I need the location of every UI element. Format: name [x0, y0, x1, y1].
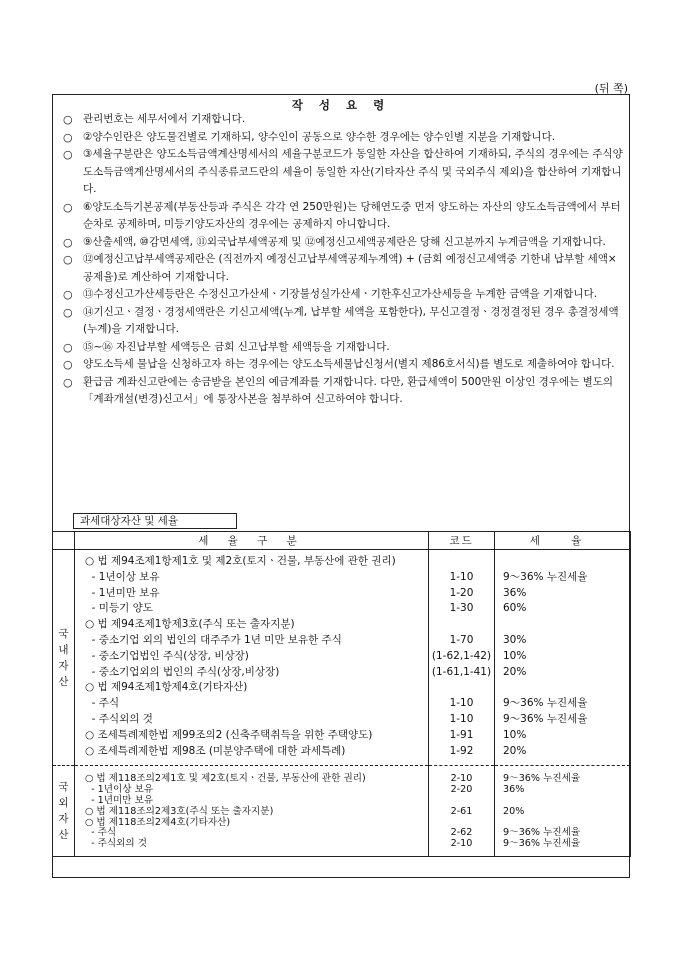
- domestic-row-desc: - 1년이상 보유: [85, 570, 160, 583]
- guide-item: [57, 339, 623, 357]
- guide-item-text: ③세율구분란은 양도소득금액계산명세서의 세율구분코드가 동일한 자산을 합산하여 기재하되, 주식의 경우에는 주식양도소득금액계산명세서의 주식종류코드란의 세율이 동일한 자산(기타자산 주식 및 국외주식 제외)을 합산하여 기재합니다.: [83, 148, 623, 195]
- domestic-row-desc: - 중소기업외의 법인의 주식(상장,비상장): [85, 665, 280, 678]
- domestic-row-desc: - 1년미만 보유: [85, 586, 160, 599]
- guide-item-text: 환급금 계좌신고란에는 송금받을 본인의 예금계좌를 기재합니다. 다만, 환급세액이 500만원 이상인 경우에는 별도의 「계좌개설(변경)신고서」에 통장사본을 첨부하여 신고하여야 합니다.: [83, 375, 614, 405]
- foreign-row-desc: - 1년미만 보유: [85, 794, 154, 806]
- domestic-section: [53, 550, 631, 766]
- domestic-row-desc: - 중소기업 외의 법인의 대주주가 1년 미만 보유한 주식: [85, 633, 342, 646]
- foreign-label-char: 국: [58, 781, 69, 794]
- domestic-row-code: 1-30: [449, 602, 474, 615]
- form-sheet: [52, 94, 630, 878]
- guide-item-text: ⑥양도소득기본공제(부동산등과 주식은 각각 연 250만원)는 당해연도중 먼저 양도하는 자산의 양도소득금액에서 부터 순차로 공제하며, 미등기양도자산의 경우에는 공제하지 아니합니다.: [83, 200, 621, 230]
- foreign-row-code: 2-10: [450, 773, 473, 785]
- foreign-label-char: 산: [58, 829, 69, 842]
- guide-item-text: ⑮~⑯ 자진납부할 세액등은 금회 신고납부할 세액등을 기재합니다.: [83, 340, 390, 353]
- domestic-row-rate: 10%: [503, 728, 527, 741]
- guide-item-text: ⑨산출세액, ⑩감면세액, ⑪외국납부세액공제 및 ⑫예정신고세액공제란은 당해 신고분까지 누계금액을 기재합니다.: [83, 235, 606, 248]
- domestic-row-rate: [495, 554, 630, 570]
- guide-item: [57, 129, 623, 147]
- domestic-row-desc: - 미등기 양도: [85, 602, 153, 615]
- domestic-row-code: 1-20: [449, 586, 474, 599]
- foreign-row-desc: - 1년이상 보유: [85, 784, 154, 796]
- domestic-row-rate: 20%: [503, 744, 527, 757]
- domestic-row-desc: - 중소기업법인 주식(상장, 비상장): [85, 649, 249, 662]
- back-page-label: (뒤 쪽): [594, 82, 628, 95]
- domestic-row-rate: 30%: [503, 633, 527, 646]
- foreign-row-rate: 9～36% 누진세율: [503, 827, 581, 839]
- bullet-icon: ○: [63, 200, 73, 214]
- bullet-icon: ○: [63, 375, 73, 389]
- domestic-code-col: [429, 550, 495, 766]
- foreign-row-desc: ○ 법 제118조의2제3호(주식 또는 출자지분): [85, 805, 274, 817]
- foreign-row-code: 2-61: [450, 805, 473, 817]
- guide-item: [57, 286, 623, 304]
- guide-item: [57, 146, 623, 199]
- header-rate: 세 율: [495, 532, 631, 550]
- bullet-icon: ○: [63, 235, 73, 249]
- domestic-row-desc: ○ 법 제94조제1항제1호 및 제2호(토지ㆍ건물, 부동산에 관한 권리): [85, 555, 396, 567]
- domestic-label-char: 국: [58, 627, 69, 640]
- foreign-row-desc: - 주식외의 것: [85, 838, 147, 850]
- foreign-row-code: 2-62: [450, 827, 473, 839]
- domestic-row-desc: ○ 조세특례제한법 제98조 (미분양주택에 대한 과세특례): [85, 744, 346, 757]
- foreign-row-desc: ○ 법 제118조의2제4호(기타자산): [85, 816, 231, 828]
- domestic-rate-col: [495, 550, 631, 766]
- domestic-row-rate: 9～36% 누진세율: [503, 570, 588, 583]
- guide-item-text: ⑭기신고ㆍ결정ㆍ경정세액란은 기신고세액(누계, 납부할 세액을 포함한다), 무신고결정ㆍ경정결정된 경우 총결정세액(누계)을 기재합니다.: [83, 305, 619, 335]
- domestic-desc-col: [75, 550, 429, 766]
- domestic-row-code: [429, 617, 494, 633]
- domestic-row-code: 1-10: [449, 570, 474, 583]
- guide-item-text: ②양수인란은 양도물건별로 기재하되, 양수인이 공동으로 양수한 경우에는 양수인별 지분을 기재합니다.: [83, 130, 556, 143]
- domestic-row-desc: ○ 조세특례제한법 제99조의2 (신축주택취득을 위한 주택양도): [85, 728, 373, 741]
- guide-item: [57, 111, 623, 129]
- bullet-icon: ○: [63, 340, 73, 354]
- foreign-row-desc: - 주식: [85, 827, 117, 839]
- foreign-label-char: 외: [58, 797, 69, 810]
- foreign-row-rate: 20%: [503, 805, 525, 817]
- guide-item: [57, 251, 623, 286]
- foreign-row-rate: 9～36% 누진세율: [503, 838, 581, 850]
- domestic-row-code: (1-62,1-42): [431, 649, 492, 662]
- domestic-label-char: 산: [58, 675, 69, 688]
- guide-item: [57, 304, 623, 339]
- foreign-row-rate: 36%: [503, 784, 525, 796]
- domestic-row-code: 1-92: [449, 744, 474, 757]
- guide-item-text: ⑫예정신고납부세액공제란은 (직전까지 예정신고납부세액공제누계액) + (금회 예정신고세액중 기한내 납부할 세액×공제율)로 계산하여 기재합니다.: [83, 253, 617, 283]
- guide-item-text: 관리번호는 세무서에서 기재합니다.: [83, 113, 246, 125]
- foreign-desc-col: [75, 766, 429, 857]
- header-category: 세 율 구 분: [75, 532, 429, 550]
- foreign-row-code: 2-20: [450, 784, 473, 796]
- tax-rate-table: [52, 531, 631, 857]
- foreign-row-desc: ○ 법 제118조의2제1호 및 제2호(토지ㆍ건물, 부동산에 관한 권리): [85, 773, 366, 785]
- bullet-icon: ○: [63, 358, 73, 371]
- guide-list: [53, 111, 629, 409]
- domestic-row-code: [429, 554, 494, 570]
- foreign-label-char: 자: [58, 813, 69, 826]
- domestic-row-rate: 20%: [503, 665, 527, 678]
- foreign-row-code: 2-10: [450, 838, 473, 850]
- domestic-row-rate: 10%: [503, 649, 527, 662]
- domestic-row-desc: ○ 법 제94조제1항제4호(기타자산): [85, 681, 248, 694]
- guide-item: [57, 199, 623, 234]
- header-blank: [53, 532, 75, 550]
- bullet-icon: ○: [63, 288, 73, 301]
- guide-item-text: ⑬수정신고가산세등란은 수정신고가산세ㆍ기장불성실가산세ㆍ기한후신고가산세등을 누계한 금액을 기재합니다.: [83, 288, 598, 300]
- foreign-section: [53, 766, 631, 857]
- foreign-rate-col: [495, 766, 631, 857]
- domestic-label-char: 자: [58, 659, 69, 672]
- domestic-row-code: 1-10: [449, 712, 474, 725]
- bullet-icon: ○: [63, 130, 73, 144]
- guide-title: 작 성 요 령: [291, 98, 391, 112]
- guide-item: [57, 234, 623, 252]
- foreign-code-col: [429, 766, 495, 857]
- domestic-row-desc: - 주식: [85, 697, 120, 710]
- section-title: 과세대상자산 및 세율: [73, 513, 237, 529]
- domestic-row-rate: [495, 680, 630, 696]
- domestic-row-code: 1-70: [449, 633, 474, 646]
- domestic-row-desc: ○ 법 제94조제1항제3호(주식 또는 출자지분): [85, 618, 295, 631]
- domestic-row-code: [429, 680, 494, 696]
- domestic-row-rate: 9～36% 누진세율: [503, 697, 588, 710]
- foreign-row-rate: 9～36% 누진세율: [503, 773, 581, 785]
- domestic-row-rate: 36%: [503, 586, 527, 599]
- guide-item: [57, 374, 623, 409]
- bullet-icon: ○: [63, 253, 73, 266]
- domestic-row-code: (1-61,1-41): [431, 665, 492, 678]
- bullet-icon: ○: [63, 305, 73, 319]
- guide-item-text: 양도소득세 물납을 신청하고자 하는 경우에는 양도소득세물납신청서(별지 제86호서식)를 별도로 제출하여야 합니다.: [83, 358, 615, 370]
- domestic-row-rate: 9～36% 누진세율: [503, 712, 588, 725]
- domestic-row-rate: [495, 617, 630, 633]
- foreign-label: [53, 766, 75, 857]
- bullet-icon: ○: [63, 113, 73, 126]
- domestic-row-code: 1-10: [449, 697, 474, 710]
- domestic-row-desc: - 주식외의 것: [85, 712, 153, 725]
- domestic-label-char: 내: [58, 643, 69, 656]
- domestic-label: [53, 550, 75, 766]
- guide-item: [57, 356, 623, 374]
- bullet-icon: ○: [63, 148, 73, 161]
- domestic-row-rate: 60%: [503, 602, 527, 615]
- header-code: 코드: [429, 532, 495, 550]
- domestic-row-code: 1-91: [449, 728, 474, 741]
